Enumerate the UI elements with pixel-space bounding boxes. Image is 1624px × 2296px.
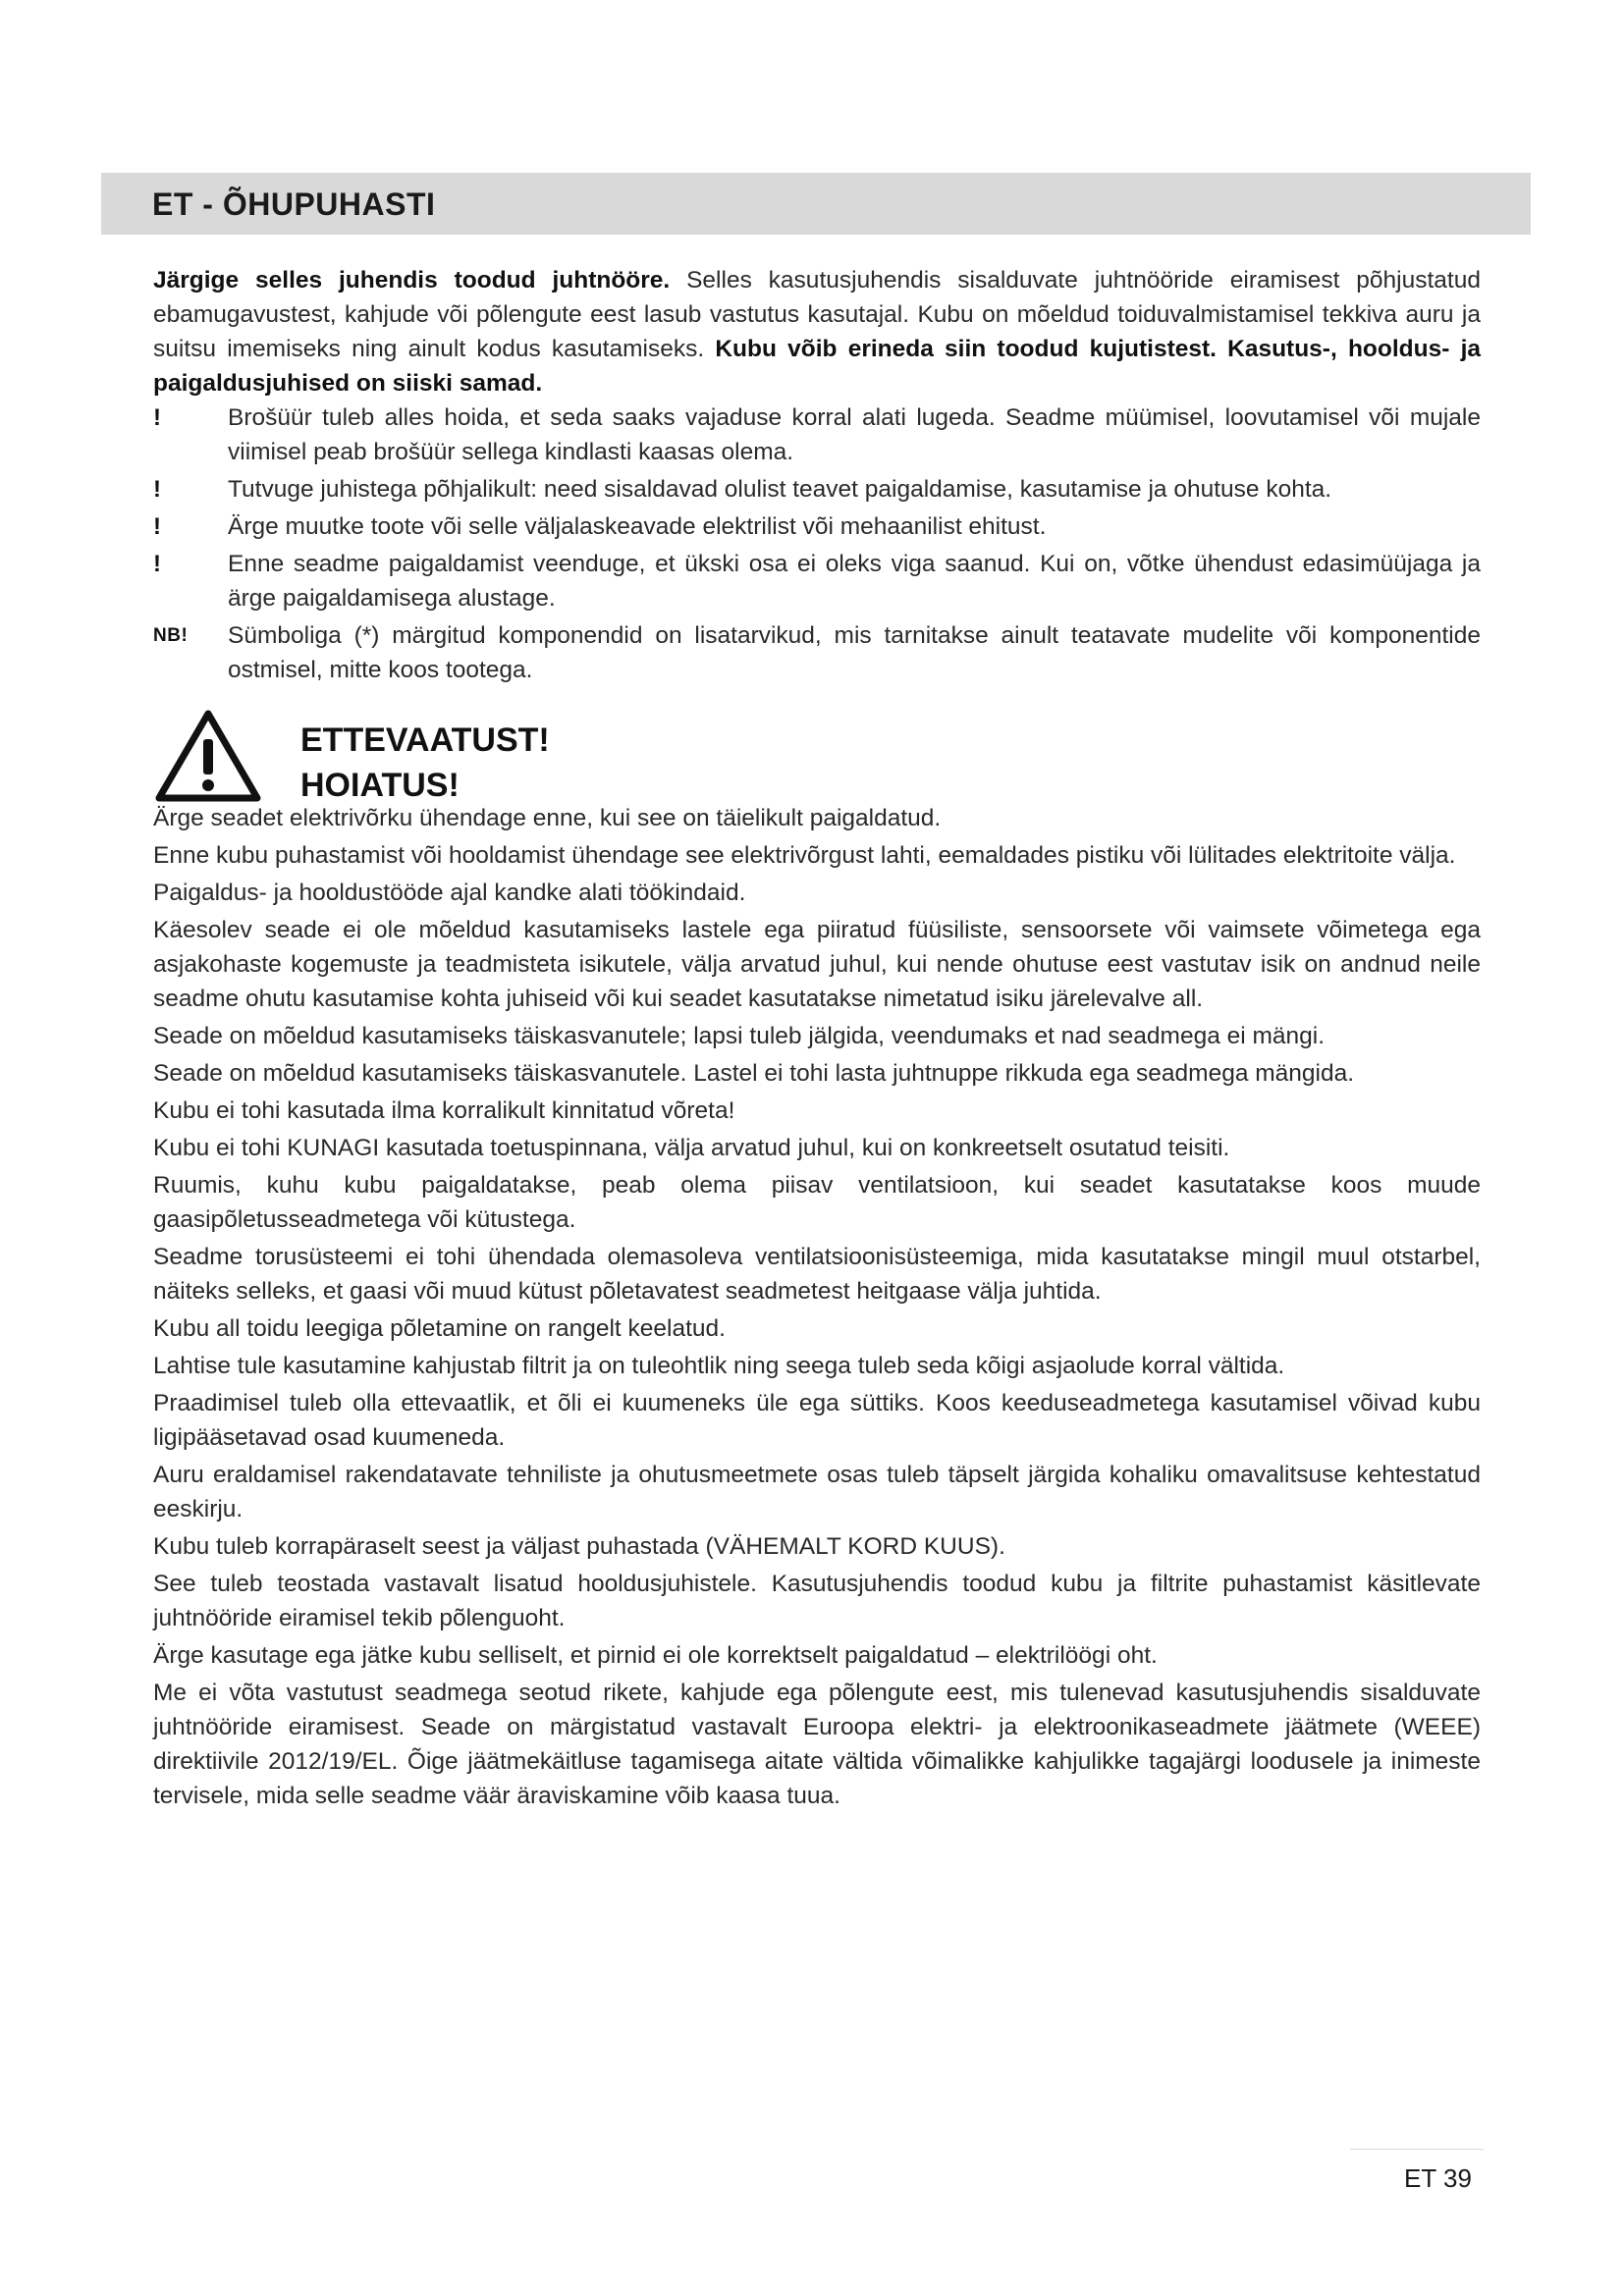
safety-paragraph: Ärge kasutage ega jätke kubu selliselt, et pirnid ei ole korrektselt paigaldatud – elektrilöögi oht. xyxy=(153,1642,1158,1669)
exclamation-mark: ! xyxy=(153,551,161,577)
list-item-text: Sümboliga (*) märgitud komponendid on lisatarvikud, mis tarnitakse ainult teatavate mudelite või komponentide ostmisel, mitte koos tootega. xyxy=(228,622,1481,683)
warning-triangle-icon xyxy=(153,708,263,806)
list-item-text: Enne seadme paigaldamist veenduge, et ükski osa ei oleks viga saanud. Kui on, võtke ühendust edasimüüjaga ja ärge paigaldamisega alustage. xyxy=(228,551,1481,612)
safety-paragraph: Me ei võta vastutust seadmega seotud rikete, kahjude ega põlengute eest, mis tulenevad kasutusjuhendis sisalduvate juhtnööride eiramisest. Seade on märgistatud vastavalt Euroopa elektri- ja elektroonikaseadmete jäätmete (WEEE) direktiivile 2012/19/EL. Õige jäätmekäitluse tagamisega aitate vältida võimalikke kahjulikke tagajärgi loodusele ja inimeste tervisele, mida selle seadme vää​r äraviskamine võib kaasa tuua. xyxy=(153,1680,1481,1809)
warning-title xyxy=(300,718,550,808)
list-item-text: Ärge muutke toote või selle väljalaskeavade elektrilist või mehaanilist ehitust. xyxy=(228,513,1047,540)
footer-divider xyxy=(1350,2149,1484,2150)
safety-paragraph: Käesolev seade ei ole mõeldud kasutamiseks lastele ega piiratud füüsiliste, sensoorsete või vaimsete võimetega ega asjakohaste kogemuste ja teadmisteta isikutele, välja arvatud juhul, kui nende ohutuse eest vastutav isik on andnud neile seadme ohutu kasutamise kohta juhiseid või kui seadet kasutatakse nimetatud isiku järelevalve all. xyxy=(153,917,1481,1012)
precaution-list xyxy=(153,400,1481,687)
list-item xyxy=(153,547,1481,615)
list-item xyxy=(153,509,1481,544)
intro-paragraph xyxy=(153,263,1481,400)
safety-paragraph: Kubu all toidu leegiga põletamine on rangelt keelatud. xyxy=(153,1315,726,1342)
exclamation-mark: ! xyxy=(153,404,161,431)
safety-paragraphs xyxy=(153,801,1481,1813)
safety-paragraph: See tuleb teostada vastavalt lisatud hooldusjuhistele. Kasutusjuhendis toodud kubu ja filtrite puhastamist käsitlevate juhtnööride eiramisel tekib põlenguoht. xyxy=(153,1571,1481,1631)
safety-paragraph: Lahtise tule kasutamine kahjustab filtrit ja on tuleohtlik ning seega tuleb seda kõigi asjaolude korral vältida. xyxy=(153,1353,1285,1379)
safety-paragraph: Kubu tuleb korrapäraselt seest ja väljast puhastada (VÄHEMALT KORD KUUS). xyxy=(153,1533,1005,1560)
safety-paragraph: Auru eraldamisel rakendatavate tehniliste ja ohutusmeetmete osas tuleb täpselt järgida kohaliku omavalitsuse kehtestatud eeskirju. xyxy=(153,1462,1481,1522)
nb-mark: NB! xyxy=(153,625,189,646)
list-item-text: Tutvuge juhistega põhjalikult: need sisaldavad olulist teavet paigaldamise, kasutamise ja ohutuse kohta. xyxy=(228,476,1332,503)
page-number: ET 39 xyxy=(1404,2163,1472,2193)
exclamation-mark: ! xyxy=(153,513,161,540)
list-item xyxy=(153,400,1481,469)
safety-paragraph: Enne kubu puhastamist või hooldamist ühendage see elektrivõrgust lahti, eemaldades pistiku või lülitades elektritoite välja. xyxy=(153,842,1456,869)
intro-text: Selles kasutusjuhendis sisalduvate juhtnööride eiramisest põhjustatud ebamugavustest, kahjude või põlengute eest lasub vastutus kasutajal. Kubu on mõeldud toiduvalmistamisel tekkiva auru ja suitsu imemiseks ning ainult kodus kasutamiseks. xyxy=(153,267,1481,362)
list-item xyxy=(153,618,1481,687)
list-item-text: Brošüür tuleb alles hoida, et seda saaks vajaduse korral alati lugeda. Seadme müümisel, loovutamisel või mujale viimisel peab brošüür sellega kindlasti kaasas olema. xyxy=(228,404,1481,465)
safety-paragraph: Seade on mõeldud kasutamiseks täiskasvanutele. Lastel ei tohi lasta juhtnuppe rikkuda ega seadmega mängida. xyxy=(153,1060,1355,1087)
safety-paragraph: Ärge seadet elektrivõrku ühendage enne, kui see on täielikult paigaldatud. xyxy=(153,805,942,831)
warning-title-line1: ETTEVAATUST! xyxy=(300,721,550,759)
safety-paragraph: Seade on mõeldud kasutamiseks täiskasvanutele; lapsi tuleb jälgida, veendumaks et nad seadmega ei mängi. xyxy=(153,1023,1326,1049)
safety-paragraph: Paigaldus- ja hooldustööde ajal kandke alati töökindaid. xyxy=(153,880,746,906)
safety-paragraph: Praadimisel tuleb olla ettevaatlik, et õli ei kuumeneks üle ega süttiks. Koos keeduseadmetega kasutamisel võivad kubu ligipääsetavad osad kuumeneda. xyxy=(153,1390,1481,1451)
safety-paragraph: Kubu ei tohi KUNAGI kasutada toetuspinnana, välja arvatud juhul, kui on konkreetselt osutatud teisiti. xyxy=(153,1135,1230,1161)
exclamation-mark: ! xyxy=(153,476,161,503)
safety-paragraph: Ruumis, kuhu kubu paigaldatakse, peab olema piisav ventilatsioon, kui seadet kasutatakse koos muude gaasipõletusseadmetega või kütustega. xyxy=(153,1172,1481,1233)
intro-bold-lead: Järgige selles juhendis toodud juhtnööre. xyxy=(153,267,671,294)
section-header-bar xyxy=(101,173,1531,235)
page-content xyxy=(153,263,1481,1816)
intro-bold-tail: Kubu võib erineda siin toodud kujutistest. Kasutus-, hooldus- ja paigaldusjuhised on siiski samad. xyxy=(153,336,1481,397)
safety-paragraph: Kubu ei tohi kasutada ilma korralikult kinnitatud võreta! xyxy=(153,1097,735,1124)
list-item xyxy=(153,472,1481,507)
warning-block xyxy=(153,708,1481,804)
safety-paragraph: Seadme torusüsteemi ei tohi ühendada olemasoleva ventilatsioonisüsteemiga, mida kasutatakse mingil muul otstarbel, näiteks selleks, et gaasi või muud kütust põletavatest seadmetest heitgaase välja juhtida. xyxy=(153,1244,1481,1305)
warning-title-line2: HOIATUS! xyxy=(300,767,460,804)
section-title: ET - ÕHUPUHASTI xyxy=(152,187,436,222)
